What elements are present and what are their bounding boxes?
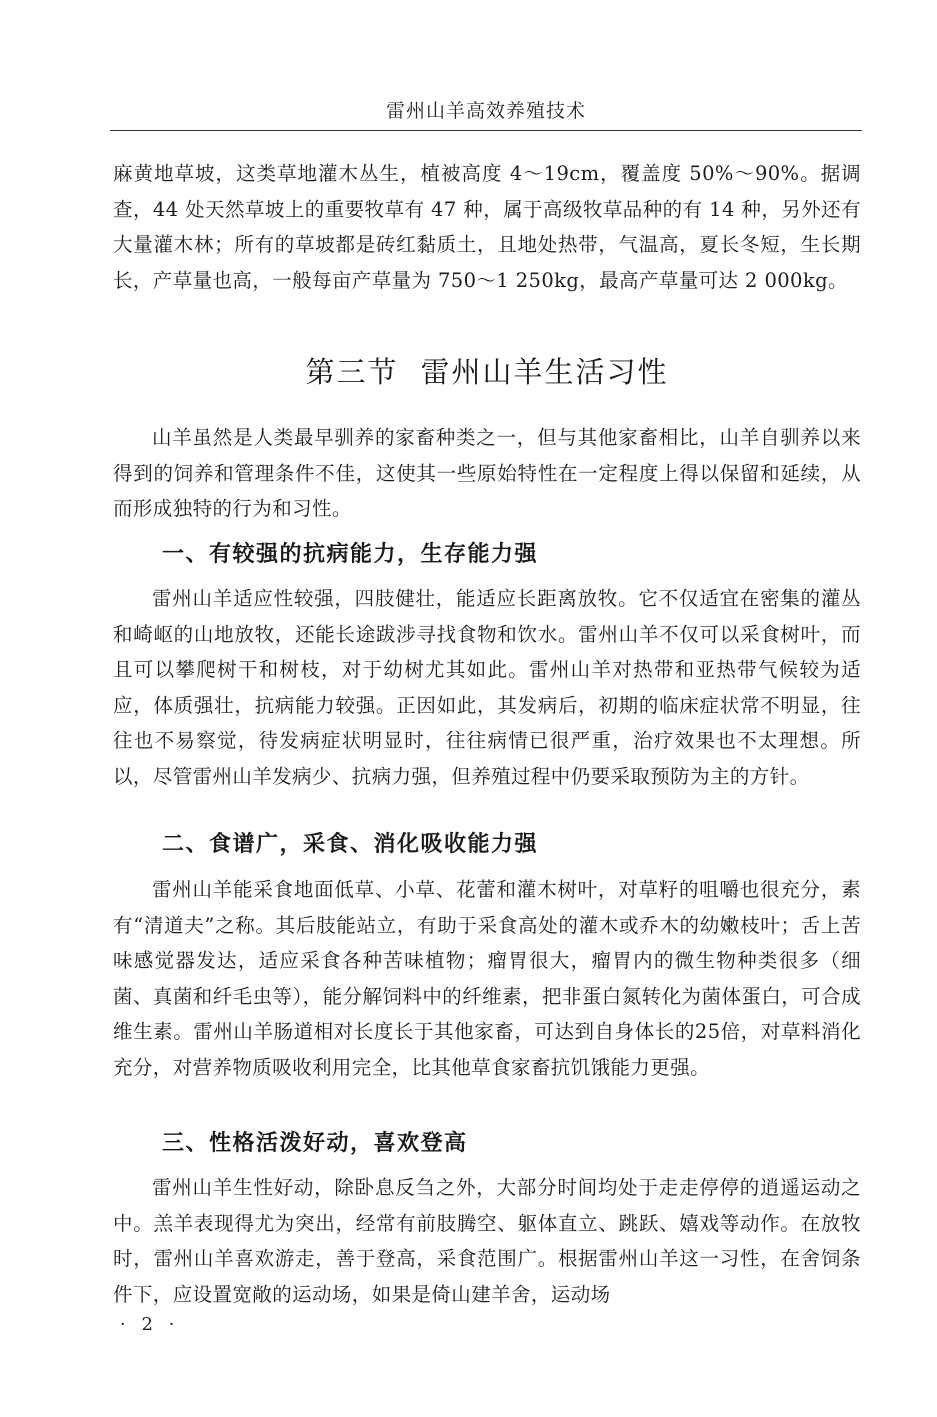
section-title-text: 雷州山羊生活习性	[420, 355, 669, 389]
paragraph-diet: 雷州山羊能采食地面低草、小草、花蕾和灌木树叶，对草籽的咀嚼也很充分，素有“清道夫”之称。其后肢能站立，有助于采食高处的灌木或乔木的幼嫩枝叶；舌上苦味感觉器发达，适应采食各种苦味植物；瘤胃很大，瘤胃内的微生物种类很多（细菌、真菌和纤毛虫等），能分解饲料中的纤维素，把非蛋白氮转化为菌体蛋白，可合成维生素。雷州山羊肠道相对长度长于其他家畜，可达到自身体长的25倍，对草料消化充分，对营养物质吸收利用完全，比其他草食家畜抗饥饿能力更强。	[113, 878, 861, 1079]
subheading-activity: 三、性格活泼好动，喜欢登高	[162, 1131, 468, 1156]
page-number: · 2 ·	[120, 1314, 180, 1335]
header-rule	[110, 130, 862, 131]
section-title	[113, 350, 861, 391]
paragraph-intro: 山羊虽然是人类最早驯养的家畜种类之一，但与其他家畜相比，山羊自驯养以来得到的饲养和管理条件不佳，这使其一些原始特性在一定程度上得以保留和延续，从而形成独特的行为和习性。	[113, 426, 861, 521]
subheading-diet: 二、食谱广，采食、消化吸收能力强	[162, 832, 539, 857]
paragraph-grassland-continued: 麻黄地草坡，这类草地灌木丛生，植被高度 4～19cm，覆盖度 50%～90%。据调查，44 处天然草坡上的重要牧草有 47 种，属于高级牧草品种的有 14 种，另外还有大量灌木林；所有的草坡都是砖红黏质土，且地处热带，气温高，夏长冬短，生长期长，产草量也高，一般每亩产草量为 750～1 250kg，最高产草量可达 2 000kg。	[113, 162, 861, 292]
paragraph-activity: 雷州山羊生性好动，除卧息反刍之外，大部分时间均处于走走停停的逍遥运动之中。羔羊表现得尤为突出，经常有前肢腾空、躯体直立、跳跃、嬉戏等动作。在放牧时，雷州山羊喜欢游走，善于登高，采食范围广。根据雷州山羊这一习性，在舍饲条件下，应设置宽敞的运动场，如果是倚山建羊舍，运动场	[113, 1176, 861, 1306]
running-header-title: 雷州山羊高效养殖技术	[385, 100, 586, 122]
paragraph-disease-resistance: 雷州山羊适应性较强，四肢健壮，能适应长距离放牧。它不仅适宜在密集的灌丛和崎岖的山地放牧，还能长途跋涉寻找食物和饮水。雷州山羊不仅可以采食树叶，而且可以攀爬树干和树枝，对于幼树尤其如此。雷州山羊对热带和亚热带气候较为适应，体质强壮，抗病能力较强。正因如此，其发病后，初期的临床症状常不明显，往往也不易察觉，待发病症状明显时，往往病情已很严重，治疗效果也不太理想。所以，尽管雷州山羊发病少、抗病力强，但养殖过程中仍要采取预防为主的方针。	[113, 587, 861, 788]
subheading-disease-resistance: 一、有较强的抗病能力，生存能力强	[162, 542, 539, 567]
section-number: 第三节	[305, 355, 399, 389]
